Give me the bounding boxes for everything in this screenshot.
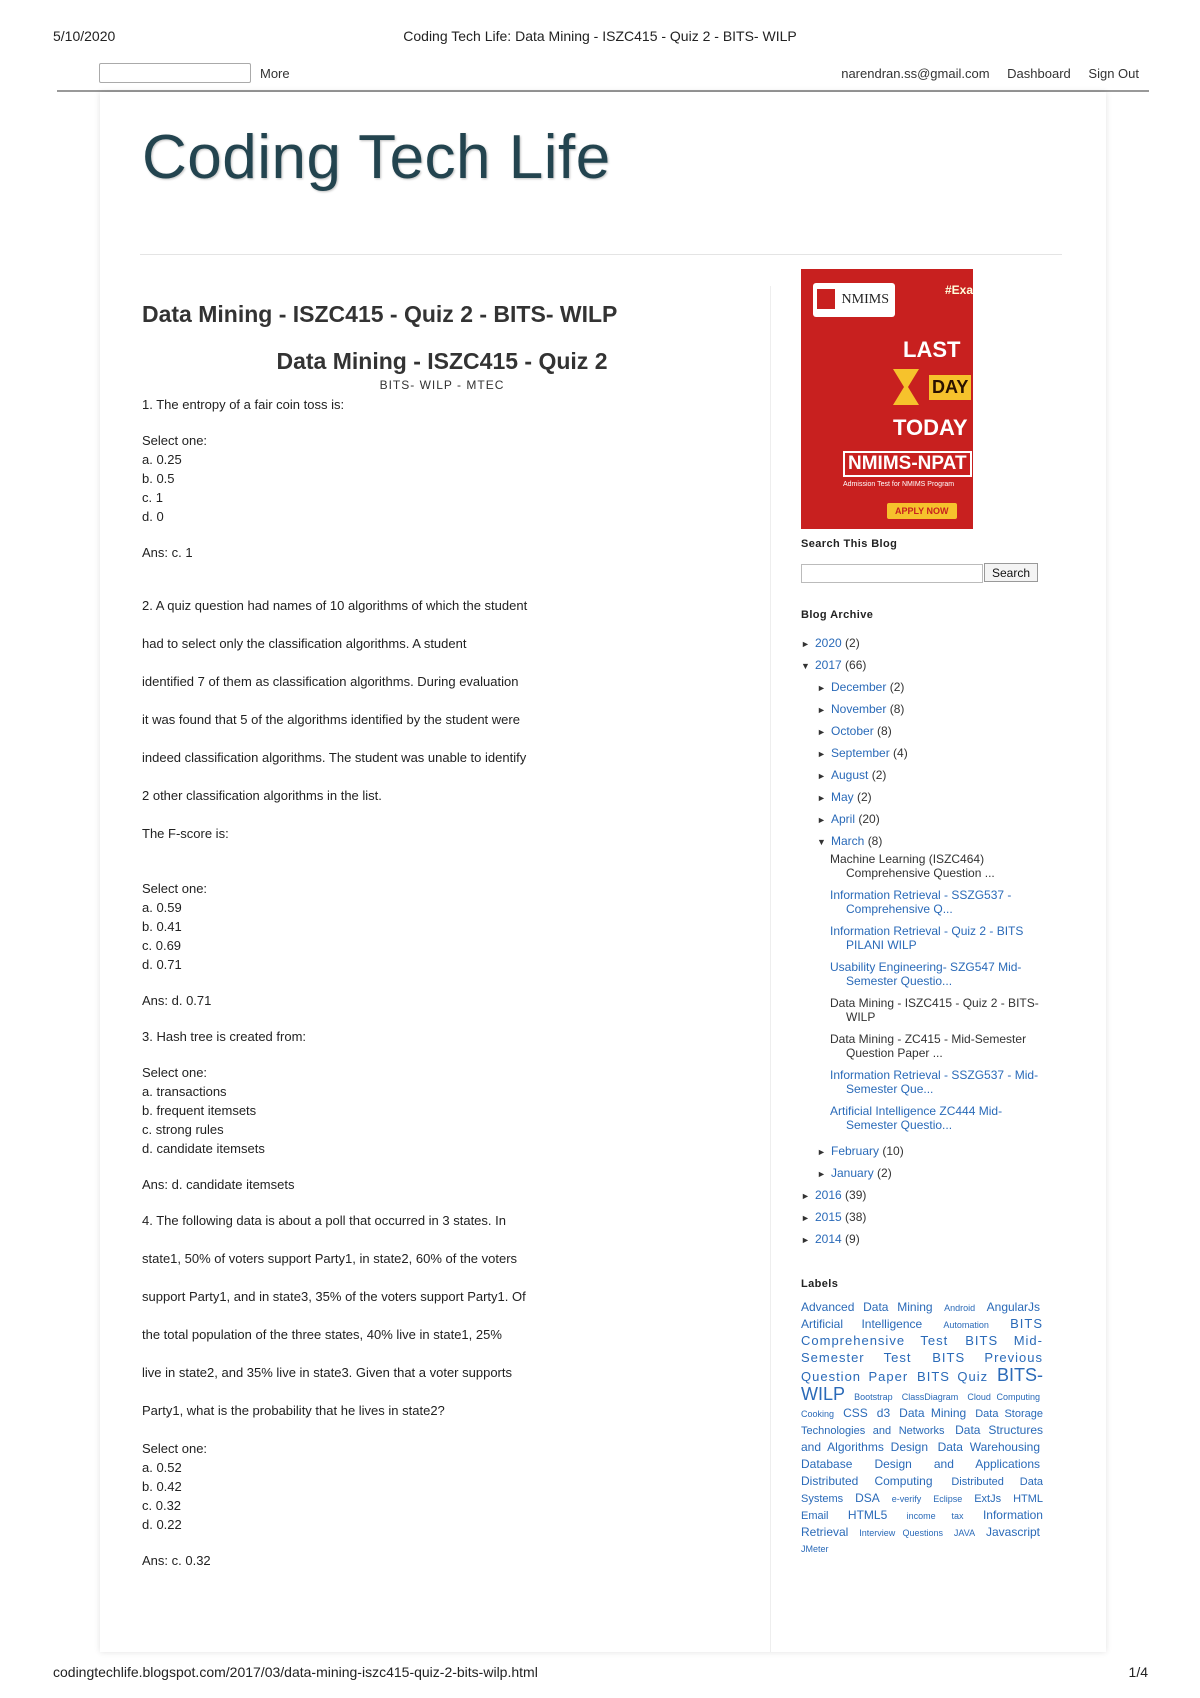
nmims-logo: NMIMS (813, 283, 895, 317)
archive-month-january[interactable] (801, 1162, 1051, 1184)
hourglass-icon (891, 367, 921, 407)
archive-year-2020[interactable] (801, 632, 1051, 654)
archive-link[interactable]: 2014 (815, 1232, 842, 1246)
q2-select: Select one: (142, 881, 208, 896)
q2-line: 2 other classification algorithms in the list. (142, 788, 382, 803)
nmims-crest-icon (817, 289, 835, 309)
label-link[interactable]: Data Structures and Algorithms Design (801, 1423, 1043, 1454)
label-link[interactable]: CSS (843, 1406, 868, 1420)
label-link[interactable]: AngularJs (986, 1300, 1041, 1314)
archive-count: (9) (845, 1232, 860, 1246)
question-3: 3. Hash tree is created from: (142, 1029, 307, 1044)
archive-post-link[interactable]: Information Retrieval - Quiz 2 - BITS PILANI WILP (830, 924, 1024, 952)
label-link[interactable]: Data Mining (899, 1406, 967, 1420)
label-link[interactable]: Android (944, 1303, 976, 1313)
label-link[interactable]: Interview Questions (859, 1528, 944, 1538)
archive-link[interactable]: 2017 (815, 658, 842, 672)
q2-line: had to select only the classification algorithms. A student (142, 636, 467, 651)
blogger-navbar (57, 60, 1149, 92)
labels-heading: Labels (801, 1278, 839, 1290)
q4-line: the total population of the three states, 40% live in state1, 25% (142, 1327, 502, 1342)
expand-arrow-icon[interactable]: ► (817, 749, 826, 759)
q2-option-c: c. 0.69 (142, 938, 182, 953)
q1-select: Select one: (142, 433, 208, 448)
expand-arrow-icon[interactable]: ► (817, 793, 826, 803)
archive-count: (38) (845, 1210, 867, 1224)
q1-option-c: c. 1 (142, 490, 163, 505)
q3-option-b: b. frequent itemsets (142, 1103, 257, 1118)
ad-admission-text: Admission Test for NMIMS Program (843, 481, 955, 488)
header-divider (140, 254, 1062, 255)
q4-answer: Ans: c. 0.32 (142, 1553, 211, 1568)
archive-post-link[interactable]: Artificial Intelligence ZC444 Mid- Semester Questio... (830, 1104, 1003, 1132)
print-header (0, 28, 1200, 48)
archive-count: (8) (889, 702, 905, 716)
q4-line: state1, 50% of voters support Party1, in state2, 60% of the voters (142, 1251, 518, 1266)
archive-month-november[interactable] (801, 698, 1051, 720)
q1-answer: Ans: c. 1 (142, 545, 193, 560)
label-link[interactable]: Data Storage Technologies and Networks (801, 1408, 1043, 1437)
label-link[interactable]: Artificial Intelligence (801, 1317, 923, 1331)
post-body (142, 300, 742, 1570)
q1-option-a: a. 0.25 (142, 452, 182, 467)
q2-line: The F-score is: (142, 826, 229, 841)
label-link[interactable]: BITS Quiz (917, 1369, 989, 1384)
archive-count: (8) (877, 724, 892, 738)
label-link[interactable]: Data Warehousing (937, 1440, 1040, 1454)
archive-month-february[interactable] (801, 1140, 1051, 1162)
label-link[interactable]: e-verify (891, 1494, 922, 1504)
label-link[interactable]: Automation (943, 1320, 989, 1330)
print-date: 5/10/2020 (53, 28, 116, 44)
q4-line: 4. The following data is about a poll that occurred in 3 states. In (142, 1213, 506, 1228)
archive-count: (20) (858, 812, 880, 826)
archive-count: (2) (857, 790, 872, 804)
ad-npat-text: NMIMS-NPAT (843, 451, 972, 477)
archive-count: (39) (845, 1188, 867, 1202)
q2-option-d: d. 0.71 (142, 957, 182, 972)
archive-post-current: Data Mining - ZC415 - Mid-Semester Question Paper ... (830, 1032, 1027, 1060)
q4-line: live in state2, and 35% live in state3. Given that a voter supports (142, 1365, 512, 1380)
navbar-signout-link[interactable]: Sign Out (1088, 66, 1139, 81)
q4-option-c: c. 0.32 (142, 1498, 182, 1513)
archive-month-march[interactable] (801, 830, 1051, 852)
post-title: Data Mining - ISZC415 - Quiz 2 - BITS- WILP (142, 301, 618, 327)
q3-option-d: d. candidate itemsets (142, 1141, 265, 1156)
blog-archive (801, 632, 1051, 1250)
blog-page (100, 92, 1106, 1652)
archive-month-october[interactable] (801, 720, 1051, 742)
q2-line: 2. A quiz question had names of 10 algorithms of which the student (142, 598, 528, 613)
archive-count: (2) (877, 1166, 892, 1180)
archive-count: (10) (882, 1144, 904, 1158)
label-link[interactable]: BITS Comprehensive Test (801, 1316, 1043, 1348)
navbar-user-links (827, 66, 1139, 81)
q3-option-c: c. strong rules (142, 1122, 224, 1137)
archive-link[interactable]: 2016 (815, 1188, 842, 1202)
label-link[interactable]: Advanced Data Mining (801, 1300, 933, 1314)
collapse-arrow-icon[interactable]: ▼ (801, 661, 810, 671)
expand-arrow-icon[interactable]: ► (817, 815, 826, 825)
q4-option-a: a. 0.52 (142, 1460, 182, 1475)
archive-link[interactable]: 2015 (815, 1210, 842, 1224)
expand-arrow-icon[interactable]: ► (817, 1169, 826, 1179)
q2-line: identified 7 of them as classification algorithms. During evaluation (142, 674, 519, 689)
label-link[interactable]: Cooking (801, 1409, 835, 1419)
label-link[interactable]: d3 (876, 1406, 891, 1420)
archive-link[interactable]: January (831, 1166, 874, 1180)
archive-count: (66) (845, 658, 867, 672)
expand-arrow-icon[interactable]: ► (801, 1191, 810, 1201)
expand-arrow-icon[interactable]: ► (801, 1213, 810, 1223)
archive-post-current: Data Mining - ISZC415 - Quiz 2 - BITS- WILP (830, 996, 1039, 1024)
blog-search-input[interactable] (801, 564, 983, 583)
archive-link[interactable]: April (831, 812, 856, 826)
label-link[interactable]: Information Retrieval (801, 1508, 1043, 1539)
archive-link[interactable]: 2020 (815, 636, 842, 650)
archive-heading: Blog Archive (801, 609, 874, 621)
print-url: codingtechlife.blogspot.com/2017/03/data-mining-iszc415-quiz-2-bits-wilp.html (53, 1664, 538, 1680)
archive-link[interactable]: August (831, 768, 869, 782)
archive-count: (2) (889, 680, 905, 694)
label-link[interactable]: Cloud Computing (967, 1392, 1040, 1402)
archive-count: (8) (867, 834, 883, 848)
ad-apply-button[interactable]: APPLY NOW (887, 503, 957, 519)
label-link[interactable]: HTML5 (847, 1508, 888, 1522)
q4-line: support Party1, and in state3, 35% of the voters support Party1. Of (142, 1289, 526, 1304)
nmims-ad-banner[interactable] (801, 269, 973, 529)
archive-month-may[interactable] (801, 786, 1051, 808)
archive-month-december[interactable] (801, 676, 1051, 698)
search-widget-heading: Search This Blog (801, 538, 898, 550)
label-link[interactable]: Distributed Computing (801, 1474, 933, 1488)
label-link[interactable]: ExtJs (974, 1493, 1002, 1505)
q1-option-b: b. 0.5 (142, 471, 175, 486)
q4-option-b: b. 0.42 (142, 1479, 182, 1494)
label-link[interactable]: JAVA (953, 1528, 976, 1538)
q3-select: Select one: (142, 1065, 208, 1080)
archive-year-2014[interactable] (801, 1228, 1051, 1250)
archive-month-april[interactable] (801, 808, 1051, 830)
march-post-list (801, 852, 1051, 1132)
label-link[interactable]: JMeter (801, 1544, 829, 1554)
question-1: 1. The entropy of a fair coin toss is: (142, 397, 345, 412)
label-link[interactable]: Distributed Data Systems (801, 1476, 1043, 1505)
ad-today-text: TODAY (893, 415, 968, 440)
archive-count: (2) (845, 636, 860, 650)
expand-arrow-icon[interactable]: ► (817, 1147, 826, 1157)
archive-count: (2) (871, 768, 887, 782)
blog-search-button[interactable]: Search (984, 563, 1038, 582)
label-link[interactable]: ClassDiagram (901, 1392, 959, 1402)
archive-link[interactable]: May (831, 790, 854, 804)
expand-arrow-icon[interactable]: ► (801, 1235, 810, 1245)
q4-line: Party1, what is the probability that he lives in state2? (142, 1403, 445, 1418)
label-link[interactable]: BITS-WILP (801, 1365, 1043, 1404)
collapse-arrow-icon[interactable]: ▼ (817, 837, 826, 847)
archive-link[interactable]: October (831, 724, 874, 738)
archive-link[interactable]: December (831, 680, 887, 694)
blog-title[interactable]: Coding Tech Life (142, 123, 611, 192)
archive-month-august[interactable] (801, 764, 1051, 786)
navbar-more-link[interactable]: More (260, 66, 290, 81)
labels-cloud (801, 1299, 1043, 1557)
archive-post-link[interactable]: Usability Engineering- SZG547 Mid- Semester Questio... (830, 960, 1022, 988)
print-page-number: 1/4 (1128, 1664, 1148, 1680)
expand-arrow-icon[interactable]: ► (817, 683, 826, 693)
expand-arrow-icon[interactable]: ► (817, 771, 826, 781)
navbar-email: narendran.ss@gmail.com (841, 66, 990, 81)
q2-line: it was found that 5 of the algorithms identified by the student were (142, 712, 520, 727)
label-link[interactable]: BITS Previous Question Paper (801, 1350, 1043, 1384)
label-link[interactable]: DSA (855, 1491, 880, 1505)
archive-link[interactable]: September (831, 746, 890, 760)
archive-year-2016[interactable] (801, 1184, 1051, 1206)
label-link[interactable]: Database Design and Applications (801, 1457, 1040, 1471)
ad-last-text: LAST (903, 337, 961, 362)
archive-year-2017[interactable] (801, 654, 1051, 676)
archive-post-link[interactable]: Information Retrieval - SSZG537 - Mid- Semester Que... (830, 1068, 1039, 1096)
q3-answer: Ans: d. candidate itemsets (142, 1177, 295, 1192)
navbar-search-input[interactable] (99, 63, 251, 83)
q2-option-a: a. 0.59 (142, 900, 182, 915)
q3-option-a: a. transactions (142, 1084, 227, 1099)
label-link[interactable]: Bootstrap (854, 1392, 893, 1402)
expand-arrow-icon[interactable]: ► (801, 639, 810, 649)
q1-option-d: d. 0 (142, 509, 164, 524)
archive-post-link[interactable]: Information Retrieval - SSZG537 - Comprehensive Q... (830, 888, 1012, 916)
navbar-dashboard-link[interactable]: Dashboard (1007, 66, 1071, 81)
q2-answer: Ans: d. 0.71 (142, 993, 212, 1008)
ad-day-text: DAY (929, 375, 971, 400)
q2-line: indeed classification algorithms. The student was unable to identify (142, 750, 527, 765)
archive-month-september[interactable] (801, 742, 1051, 764)
archive-link[interactable]: November (831, 702, 887, 716)
archive-year-2015[interactable] (801, 1206, 1051, 1228)
label-link[interactable]: HTML Email (801, 1493, 1044, 1522)
label-link[interactable]: Javascript (985, 1525, 1040, 1539)
label-link[interactable]: Eclipse (933, 1494, 963, 1504)
label-link[interactable]: income tax (906, 1511, 964, 1521)
archive-link[interactable]: March (831, 834, 865, 848)
q2-option-b: b. 0.41 (142, 919, 182, 934)
post-heading: Data Mining - ISZC415 - Quiz 2 (276, 348, 608, 374)
ad-hashtag: #Exa (944, 283, 973, 297)
archive-link[interactable]: February (831, 1144, 880, 1158)
archive-post-current: Machine Learning (ISZC464) Comprehensive Question ... (830, 852, 995, 880)
archive-count: (4) (893, 746, 908, 760)
post-subheading: BITS- WILP - MTEC (379, 378, 505, 392)
label-link[interactable]: BITS Mid-Semester Test (801, 1333, 1043, 1365)
expand-arrow-icon[interactable]: ► (817, 727, 826, 737)
column-divider (770, 286, 771, 1652)
q4-select: Select one: (142, 1441, 208, 1456)
expand-arrow-icon[interactable]: ► (817, 705, 826, 715)
q4-option-d: d. 0.22 (142, 1517, 182, 1532)
print-title: Coding Tech Life: Data Mining - ISZC415 - Quiz 2 - BITS- WILP (403, 28, 797, 44)
